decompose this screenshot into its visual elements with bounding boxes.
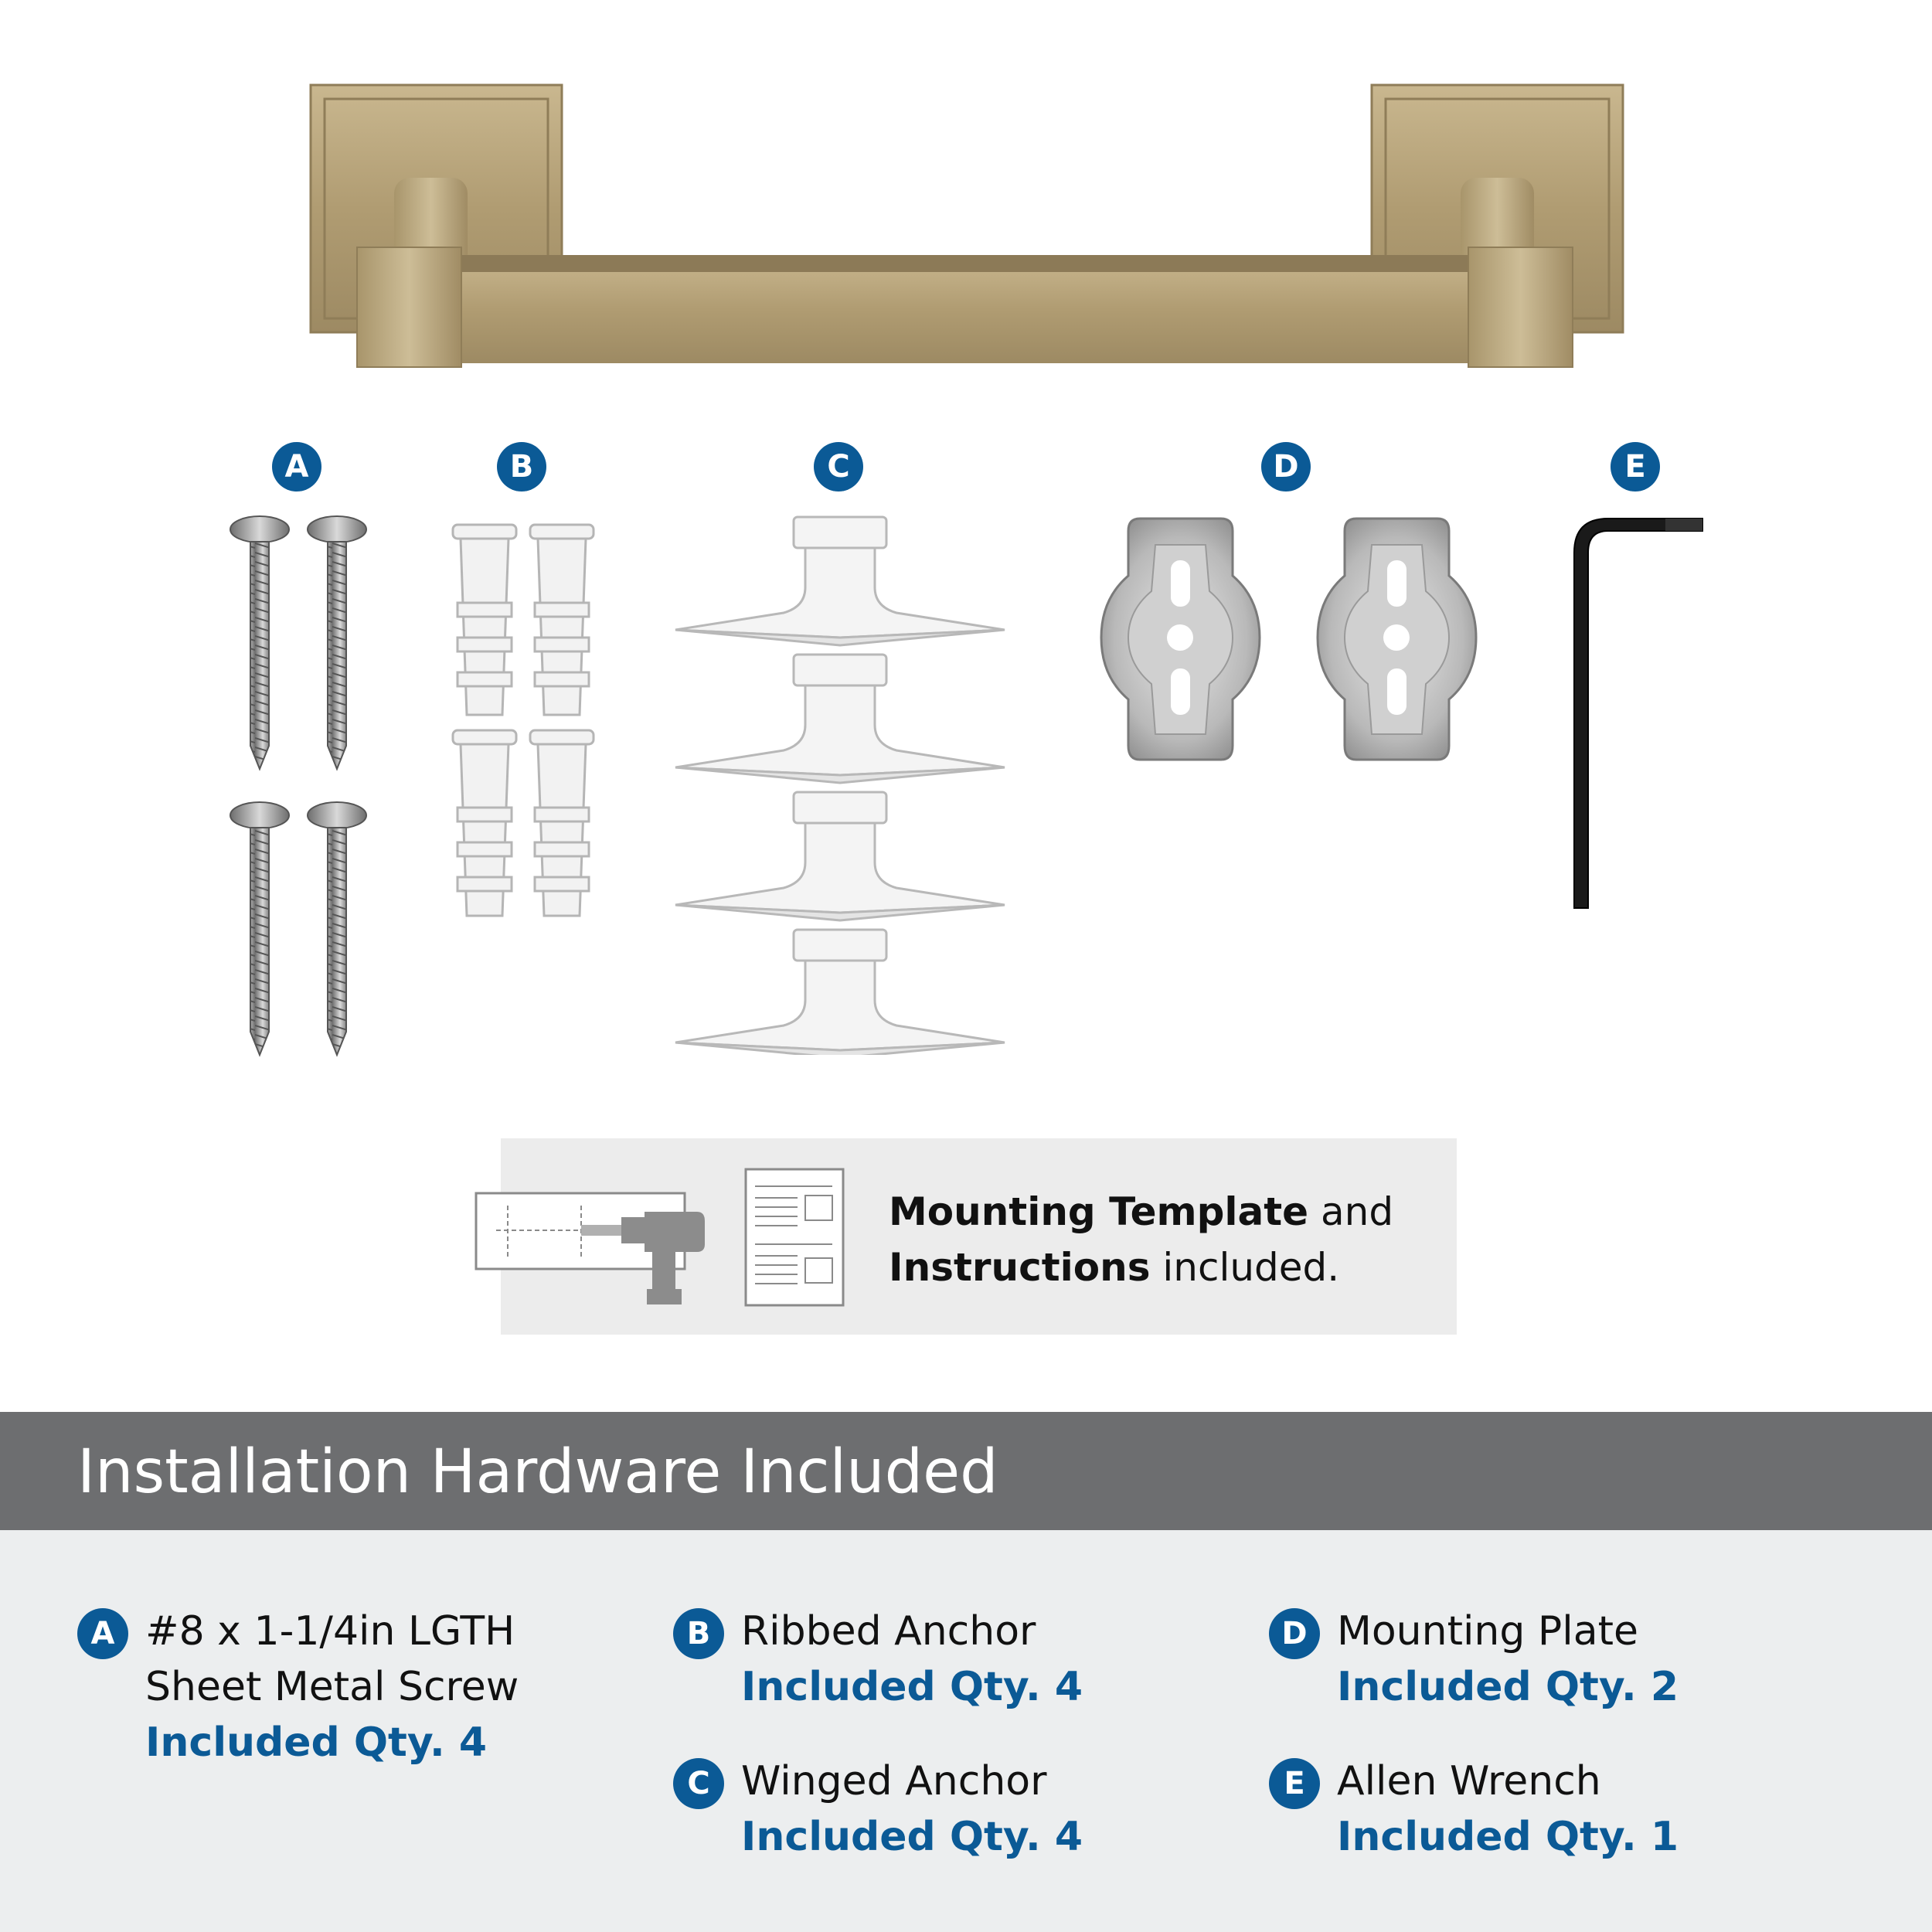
screws-image [224, 514, 379, 1059]
ribbed-anchors-image [447, 522, 601, 920]
screw-3 [230, 802, 289, 1055]
winged-anchor-4 [675, 930, 1005, 1055]
winged-anchor-2 [675, 655, 1005, 783]
item-qty: Included Qty. 1 [1337, 1814, 1679, 1860]
template-note-strong-2: Instructions [889, 1245, 1151, 1290]
ribbed-anchor-3 [453, 730, 516, 916]
item-qty: Included Qty. 4 [741, 1664, 1083, 1710]
screw-4 [308, 802, 366, 1055]
badge-c: C [814, 442, 863, 492]
item-name-line-1: #8 x 1-1/4in LGTH [145, 1608, 515, 1655]
instructions-document-icon [743, 1167, 845, 1308]
badge-d: D [1261, 442, 1311, 492]
winged-anchors-image [672, 514, 1009, 1055]
template-note-text-2: included. [1150, 1245, 1340, 1290]
badge-a: A [272, 442, 321, 492]
mounting-plate-1 [1101, 519, 1260, 760]
screw-1 [230, 516, 289, 769]
towel-bar-image [301, 77, 1631, 379]
allen-wrench-image [1565, 514, 1708, 916]
badge-b: B [497, 442, 546, 492]
winged-anchor-1 [675, 517, 1005, 645]
item-badge: C [673, 1758, 724, 1809]
item-name: Allen Wrench [1337, 1758, 1601, 1804]
screw-2 [308, 516, 366, 769]
item-badge: A [77, 1608, 128, 1659]
template-note-text-1: and [1308, 1189, 1394, 1234]
item-badge: B [673, 1608, 724, 1659]
item-qty: Included Qty. 4 [145, 1719, 488, 1766]
item-qty: Included Qty. 2 [1337, 1664, 1679, 1710]
item-badge: E [1269, 1758, 1320, 1809]
winged-anchor-3 [675, 792, 1005, 920]
mounting-plate-2 [1318, 519, 1476, 760]
item-name: Mounting Plate [1337, 1608, 1638, 1655]
ribbed-anchor-2 [530, 525, 594, 715]
item-name: Winged Anchor [741, 1758, 1047, 1804]
item-badge: D [1269, 1608, 1320, 1659]
badge-e: E [1611, 442, 1660, 492]
mounting-plates-image [1094, 514, 1480, 765]
ribbed-anchor-1 [453, 525, 516, 715]
template-note-strong-1: Mounting Template [889, 1189, 1309, 1234]
drill-template-icon [473, 1190, 720, 1306]
template-note-text [889, 1184, 1461, 1295]
item-name-line-2: Sheet Metal Screw [145, 1664, 519, 1710]
page-title: Installation Hardware Included [77, 1437, 998, 1507]
item-qty: Included Qty. 4 [741, 1814, 1083, 1860]
item-name: Ribbed Anchor [741, 1608, 1036, 1655]
ribbed-anchor-4 [530, 730, 594, 916]
